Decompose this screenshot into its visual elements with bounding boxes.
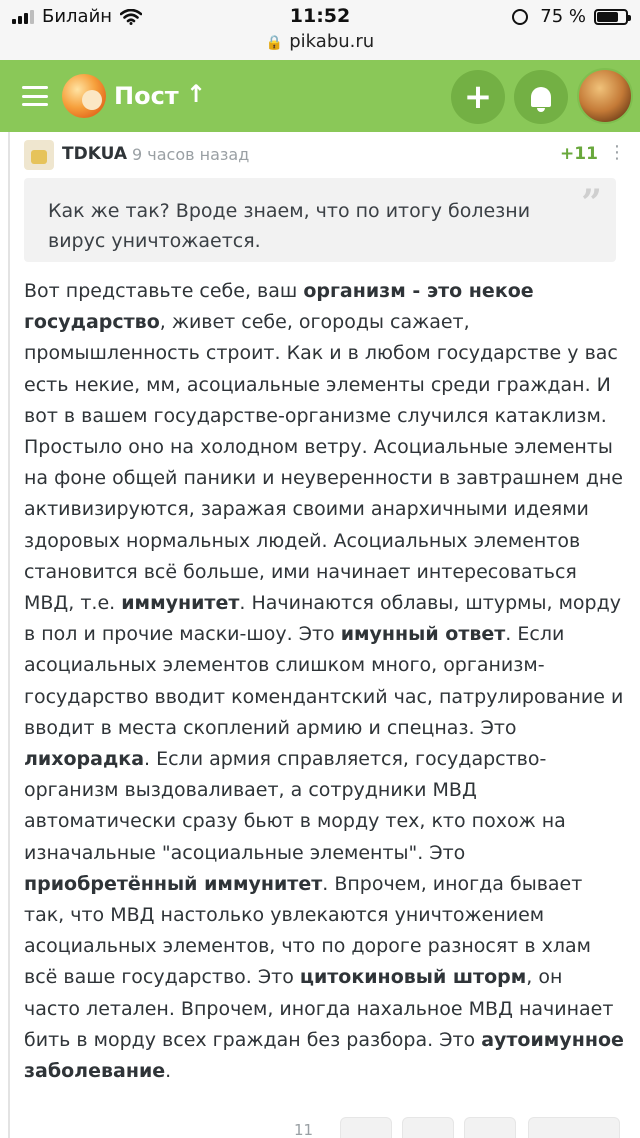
- battery-icon: [594, 9, 628, 25]
- comment-text-bold: иммунитет: [121, 592, 240, 615]
- comment-more-icon[interactable]: ⋮: [608, 142, 626, 163]
- comment-author-avatar[interactable]: [24, 140, 54, 170]
- notifications-button[interactable]: [514, 70, 568, 124]
- comment-time[interactable]: 9 часов назад: [132, 145, 250, 164]
- comment-replies-count: 11: [294, 1121, 314, 1138]
- vote-button[interactable]: [528, 1117, 620, 1138]
- comment-text: [24, 276, 624, 1087]
- app-header: [0, 60, 640, 132]
- menu-icon[interactable]: [22, 86, 48, 106]
- clock: 11:52: [289, 5, 351, 27]
- quote-text: Как же так? Вроде знаем, что по итогу болезни вирус уничтожается.: [48, 200, 531, 252]
- comment-text-segment: . Впрочем, иногда бывает так, что МВД настолько увлекаются уничтожением асоциальных элементов, что по дороге разносят в хлам всё ваше государство. Это: [24, 872, 592, 989]
- address-bar[interactable]: [0, 31, 640, 52]
- comment-actions: [24, 1117, 624, 1138]
- status-right: [512, 6, 628, 27]
- comment: [0, 132, 640, 1138]
- comment-quote: [24, 178, 616, 262]
- comment-text-segment: .: [165, 1060, 172, 1083]
- quote-icon: ”: [581, 182, 602, 224]
- bell-icon: [531, 87, 551, 107]
- comment-text-bold: аутоимунное заболевание: [24, 1028, 624, 1083]
- comment-text-bold: организм - это некое государство: [24, 280, 534, 334]
- comment-header: [24, 140, 626, 172]
- comment-author[interactable]: TDKUA: [62, 144, 128, 164]
- comment-text-segment: , он часто летален. Впрочем, иногда нахальное МВД начинает бить в морду всех граждан без разбора. Это: [24, 966, 614, 1051]
- comment-text-segment: . Начинаются облавы, штурмы, морду в пол и прочие маски-шоу. Это: [24, 592, 621, 646]
- url-text: pikabu.ru: [289, 31, 375, 52]
- comment-text-bold: цитокиновый шторм: [299, 966, 527, 989]
- comment-text-segment: . Если армия справляется, государство-организм выздоваливает, а сотрудники МВД автоматически сразу бьют в морду тех, кто похож на изначальные "асоциальные элементы". Это: [24, 748, 566, 864]
- comment-text-bold: приобретённый иммунитет: [24, 872, 323, 895]
- comment-text-segment: Вот представьте себе, ваш: [24, 280, 304, 302]
- lock-icon: 🔒: [265, 35, 284, 51]
- comment-text-segment: , живет себе, огороды сажает, промышленность строит. Как и в любом государстве у вас есть некие, мм, асоциальные элементы среди граждан. И вот в вашем государстве-организме случился катаклизм. Простыло оно на холодном ветру. Асоциальные элементы на фоне общей паники и неуверенности в завтрашнем дне активизируются, заражая своими анархичными идеями здоровых нормальных людей. Асоциальных элементов становится всё больше, ими начинает интересоваться МВД, т.е.: [24, 311, 623, 615]
- reply-button[interactable]: [340, 1117, 392, 1138]
- save-button[interactable]: [402, 1117, 454, 1138]
- comment-text-bold: лихорадка: [24, 748, 145, 771]
- pikabu-logo[interactable]: [62, 74, 106, 118]
- carrier-name: Билайн: [42, 6, 113, 27]
- alarm-icon: [512, 9, 528, 25]
- comment-thread-line[interactable]: [8, 132, 10, 1138]
- comment-text-segment: . Если асоциальных элементов слишком много, организм-государство вводит комендантский час, патрулирование и вводит в места скоплений армию и спецназ. Это: [24, 623, 624, 739]
- page-title: Пост: [114, 82, 179, 110]
- share-button[interactable]: [464, 1117, 516, 1138]
- add-post-button[interactable]: +: [451, 70, 505, 124]
- comment-rating: +11: [560, 144, 598, 164]
- comment-text-bold: имунный ответ: [340, 623, 506, 646]
- battery-percent: 75 %: [540, 6, 586, 27]
- battery-fill: [597, 12, 618, 22]
- user-avatar[interactable]: [577, 68, 633, 124]
- scroll-up-icon[interactable]: ↑: [186, 80, 207, 108]
- status-bar: [0, 0, 640, 60]
